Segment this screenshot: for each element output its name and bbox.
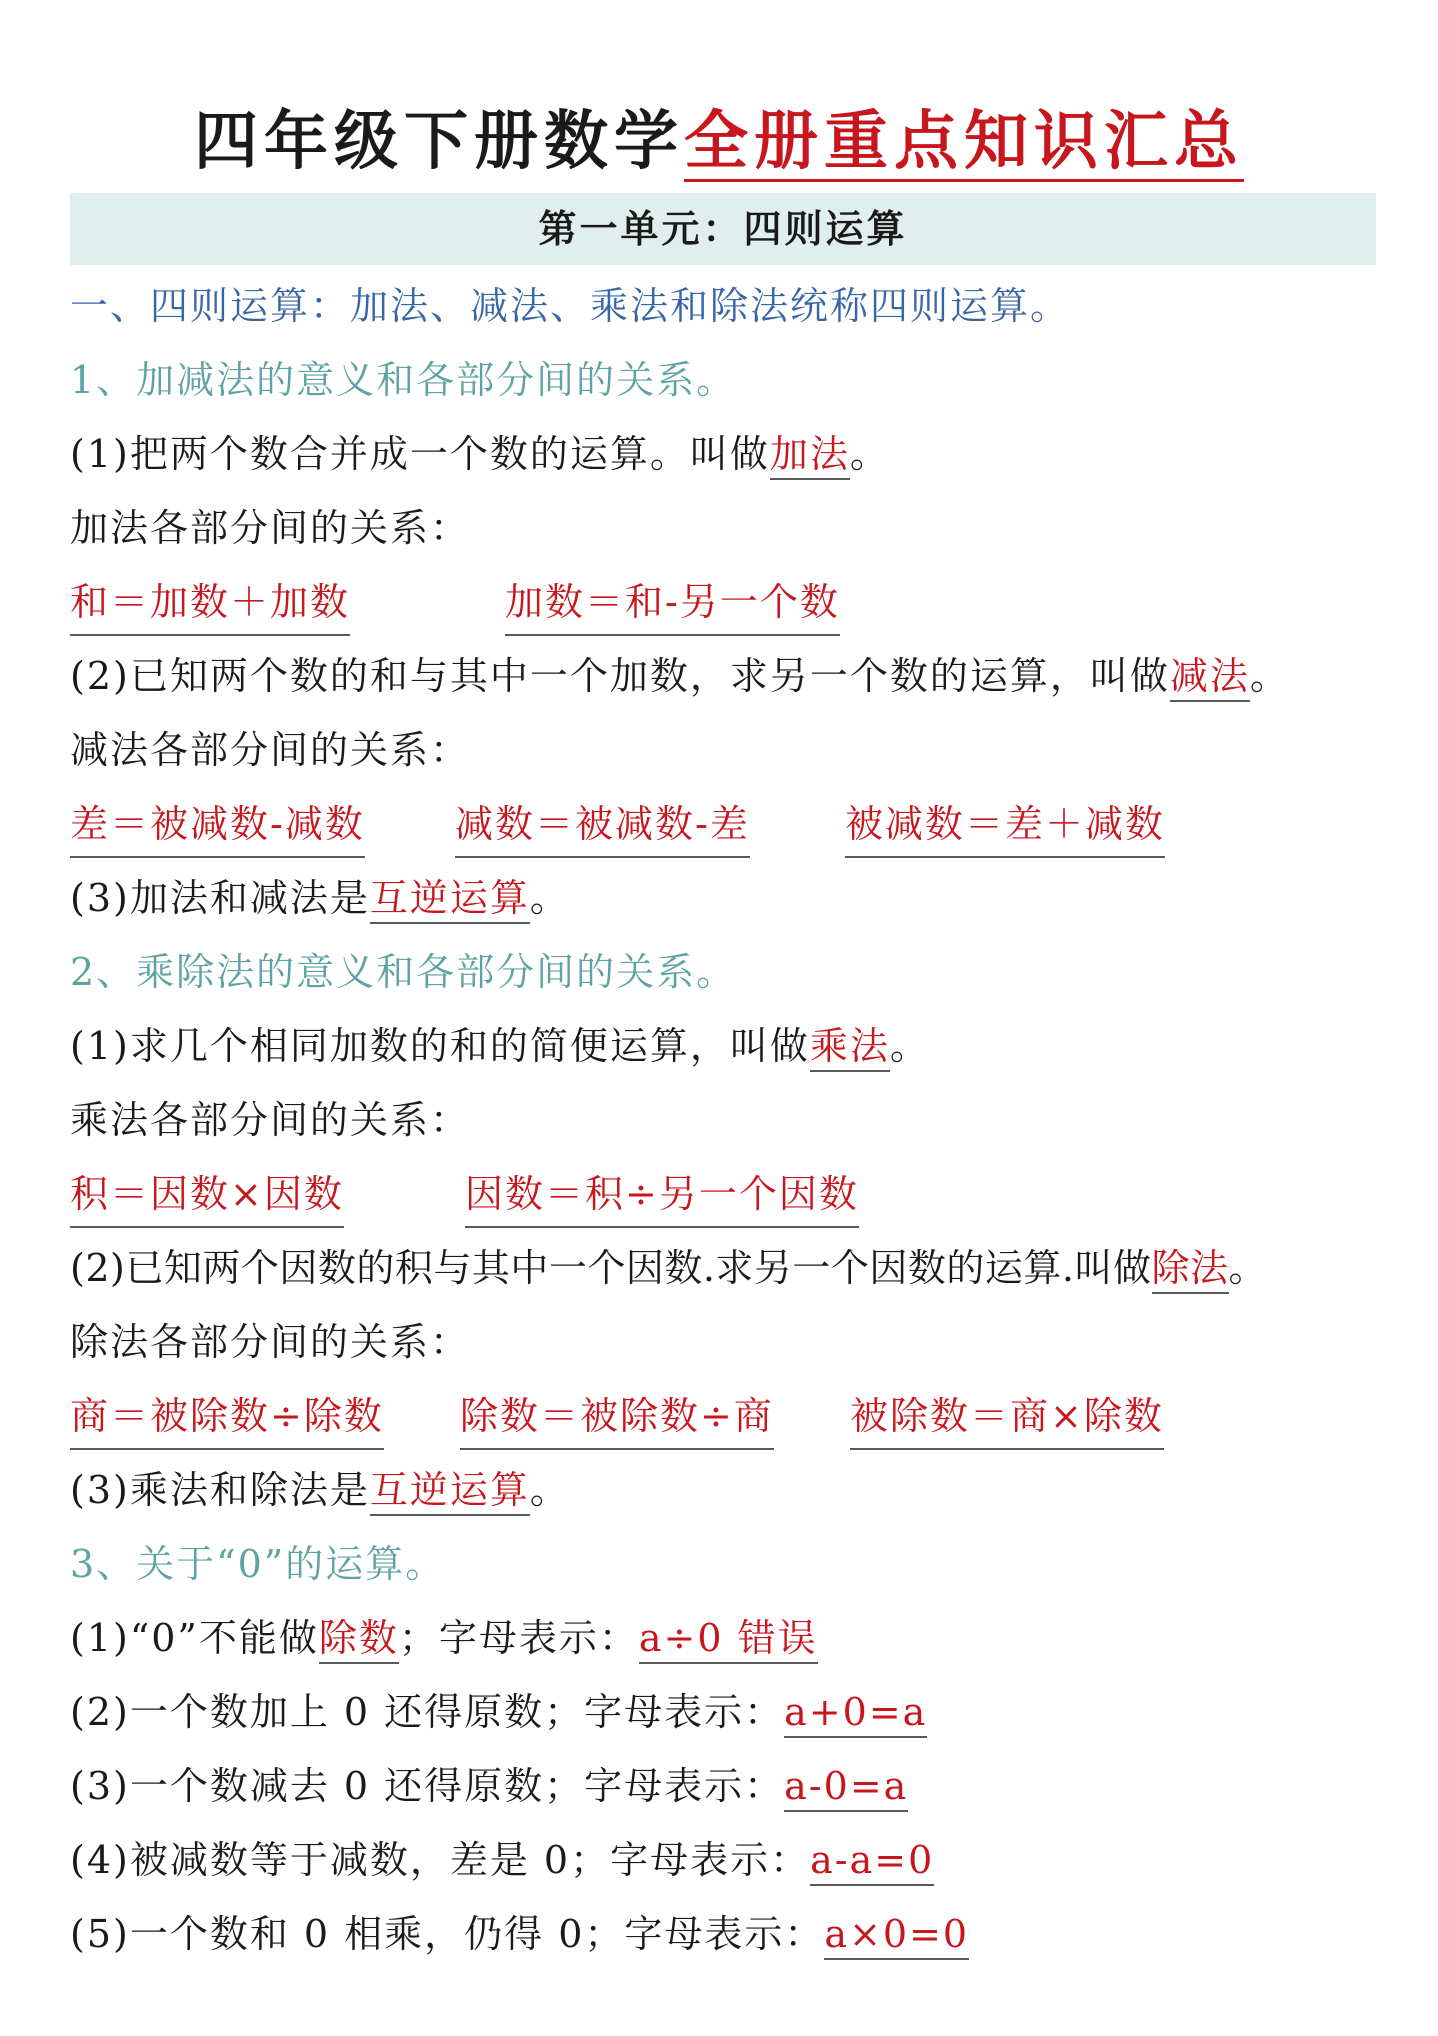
rule-text: (5)一个数和 0 相乘，仍得 0；字母表示：	[70, 1912, 825, 1956]
mul-formulas-row	[70, 1164, 1370, 1224]
rule-text: (1)“0”不能做	[70, 1616, 319, 1660]
p-text: (1)把两个数合并成一个数的运算。叫做	[70, 432, 770, 476]
section2-p3	[70, 1460, 570, 1520]
formula: 差＝被减数-减数	[70, 794, 365, 858]
answer-blank: 互逆运算	[370, 876, 530, 924]
title-black: 四年级下册数学	[194, 105, 684, 179]
formula: 除数＝被除数÷商	[460, 1386, 774, 1450]
rule-text: ；字母表示：	[398, 1616, 639, 1660]
p-end: 。	[529, 876, 570, 920]
p-text: (1)求几个相同加数的和的简便运算，叫做	[70, 1024, 810, 1068]
answer-blank: 减法	[1170, 654, 1250, 702]
intro-line: 一、四则运算：加法、减法、乘法和除法统称四则运算。	[70, 284, 1071, 328]
section1-heading: 1、加减法的意义和各部分间的关系。	[70, 358, 737, 402]
zero-rule	[70, 1830, 934, 1890]
add-relation-label: 加法各部分间的关系：	[70, 506, 471, 550]
section1-p3	[70, 868, 570, 928]
p-text: (2)已知两个数的和与其中一个加数，求另一个数的运算，叫做	[70, 654, 1170, 698]
p-text: (3)加法和减法是	[70, 876, 370, 920]
answer-blank: 加法	[770, 432, 850, 480]
p-text: (2)已知两个因数的积与其中一个因数.求另一个因数的运算.叫做	[70, 1246, 1152, 1290]
zero-rule	[70, 1682, 927, 1742]
p-text: (3)乘法和除法是	[70, 1468, 370, 1512]
section2-heading: 2、乘除法的意义和各部分间的关系。	[70, 950, 737, 994]
p-end: 。	[1249, 654, 1290, 698]
answer-blank: a×0=0	[824, 1912, 969, 1960]
formula: 加数＝和-另一个数	[505, 572, 840, 636]
p-end: 。	[1228, 1246, 1268, 1290]
rule-text: (3)一个数减去 0 还得原数；字母表示：	[70, 1764, 785, 1808]
answer-blank: 除数	[319, 1616, 399, 1664]
div-formulas-row	[70, 1386, 1370, 1446]
section1-p2	[70, 646, 1290, 706]
formula: 减数＝被减数-差	[455, 794, 750, 858]
rule-text: (2)一个数加上 0 还得原数；字母表示：	[70, 1690, 785, 1734]
section1-p1	[70, 424, 890, 484]
answer-blank: 乘法	[810, 1024, 890, 1072]
formula: 和＝加数＋加数	[70, 572, 350, 636]
answer-blank: a-0=a	[784, 1764, 908, 1812]
page-title	[0, 90, 1438, 182]
p-end: 。	[849, 432, 890, 476]
zero-rule	[70, 1756, 908, 1816]
section2-p1	[70, 1016, 930, 1076]
formula: 被除数＝商×除数	[850, 1386, 1164, 1450]
zero-rule	[70, 1904, 969, 1964]
formula: 商＝被除数÷除数	[70, 1386, 384, 1450]
answer-blank: 互逆运算	[370, 1468, 530, 1516]
title-red: 全册重点知识汇总	[684, 90, 1244, 182]
formula: 积＝因数×因数	[70, 1164, 344, 1228]
sub-relation-label: 减法各部分间的关系：	[70, 728, 471, 772]
formula: 被减数＝差＋减数	[845, 794, 1165, 858]
rule-text: (4)被减数等于减数，差是 0；字母表示：	[70, 1838, 811, 1882]
p-end: 。	[529, 1468, 570, 1512]
add-formulas-row	[70, 572, 1370, 632]
sub-formulas-row	[70, 794, 1370, 854]
mul-relation-label: 乘法各部分间的关系：	[70, 1098, 471, 1142]
section3-heading: 3、关于“0”的运算。	[70, 1542, 446, 1586]
formula: 因数＝积÷另一个因数	[465, 1164, 859, 1228]
p-end: 。	[889, 1024, 930, 1068]
section2-p2	[70, 1238, 1267, 1298]
answer-blank: 除法	[1152, 1246, 1229, 1294]
answer-blank: a+0=a	[784, 1690, 927, 1738]
div-relation-label: 除法各部分间的关系：	[70, 1320, 471, 1364]
answer-blank: a÷0 错误	[639, 1616, 818, 1664]
zero-rule	[70, 1608, 818, 1668]
unit-title: 第一单元：四则运算	[70, 193, 1376, 265]
answer-blank: a-a=0	[810, 1838, 934, 1886]
